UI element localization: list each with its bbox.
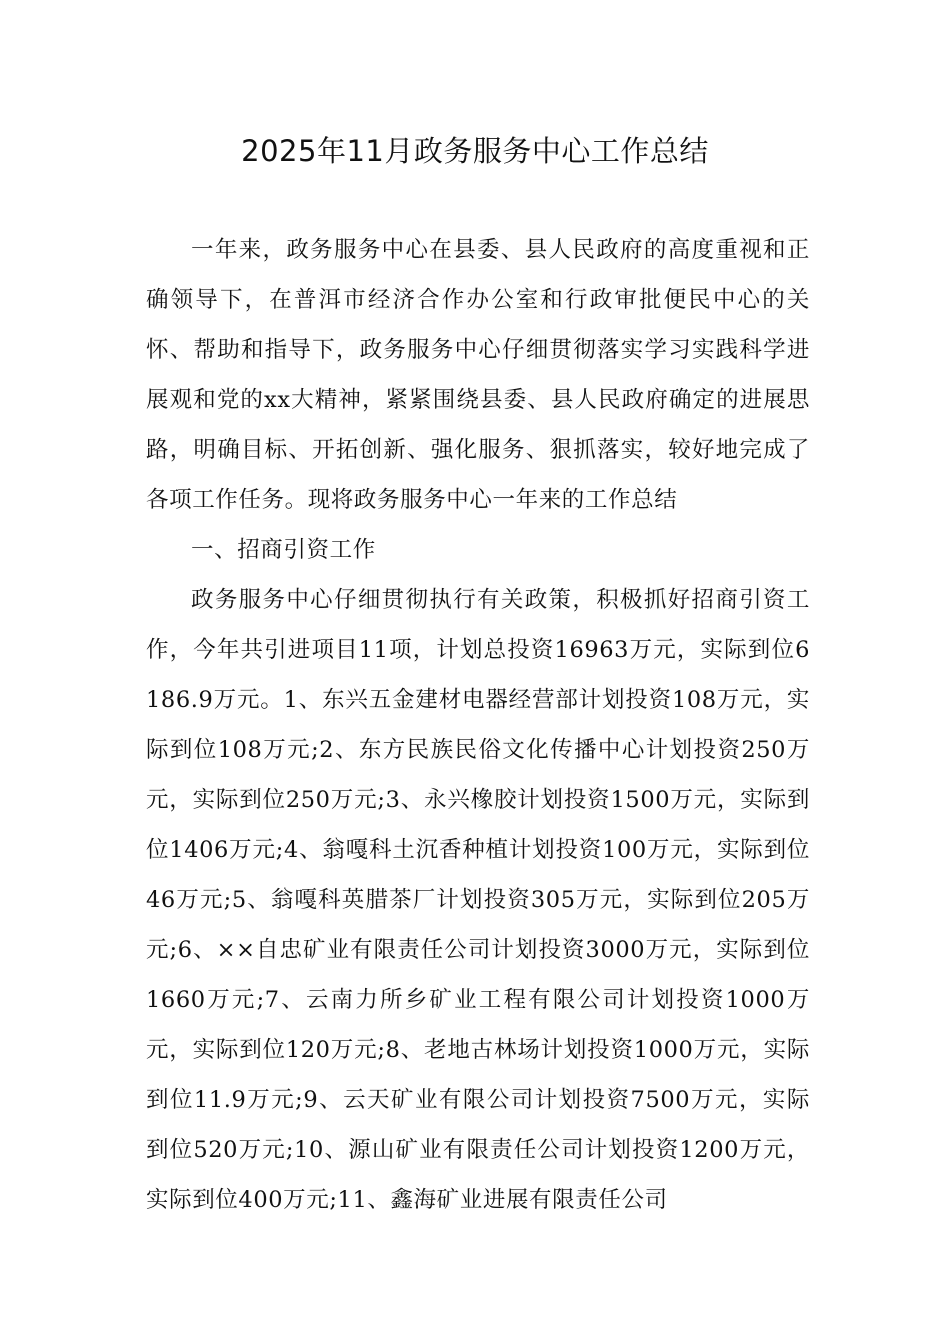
paragraph-intro: 一年来，政务服务中心在县委、县人民政府的高度重视和正确领导下，在普洱市经济合作办公室和行政审批便民中心的关怀、帮助和指导下，政务服务中心仔细贯彻落实学习实践科学进展观和党的xx大精神，紧紧围绕县委、县人民政府确定的进展思路，明确目标、开拓创新、强化服务、狠抓落实，较好地完成了各项工作任务。现将政务服务中心一年来的工作总结 — [146, 237, 810, 513]
document-body — [146, 225, 810, 1225]
section-heading-investment: 一、招商引资工作 — [191, 537, 376, 563]
paragraph-investment: 政务服务中心仔细贯彻执行有关政策，积极抓好招商引资工作，今年共引进项目11项，计划总投资16963万元，实际到位6186.9万元。1、东兴五金建材电器经营部计划投资108万元，实际到位108万元;2、东方民族民俗文化传播中心计划投资250万元，实际到位250万元;3、永兴橡胶计划投资1500万元，实际到位1406万元;4、翁嘎科土沉香种植计划投资100万元，实际到位46万元;5、翁嘎科英腊茶厂计划投资305万元，实际到位205万元;6、××自忠矿业有限责任公司计划投资3000万元，实际到位1660万元;7、云南力所乡矿业工程有限公司计划投资1000万元，实际到位120万元;8、老地古林场计划投资1000万元，实际到位11.9万元;9、云天矿业有限公司计划投资7500万元，实际到位520万元;10、源山矿业有限责任公司计划投资1200万元，实际到位400万元;11、鑫海矿业进展有限责任公司 — [146, 587, 810, 1213]
document-title: 2025年11月政务服务中心工作总结 — [241, 134, 709, 168]
